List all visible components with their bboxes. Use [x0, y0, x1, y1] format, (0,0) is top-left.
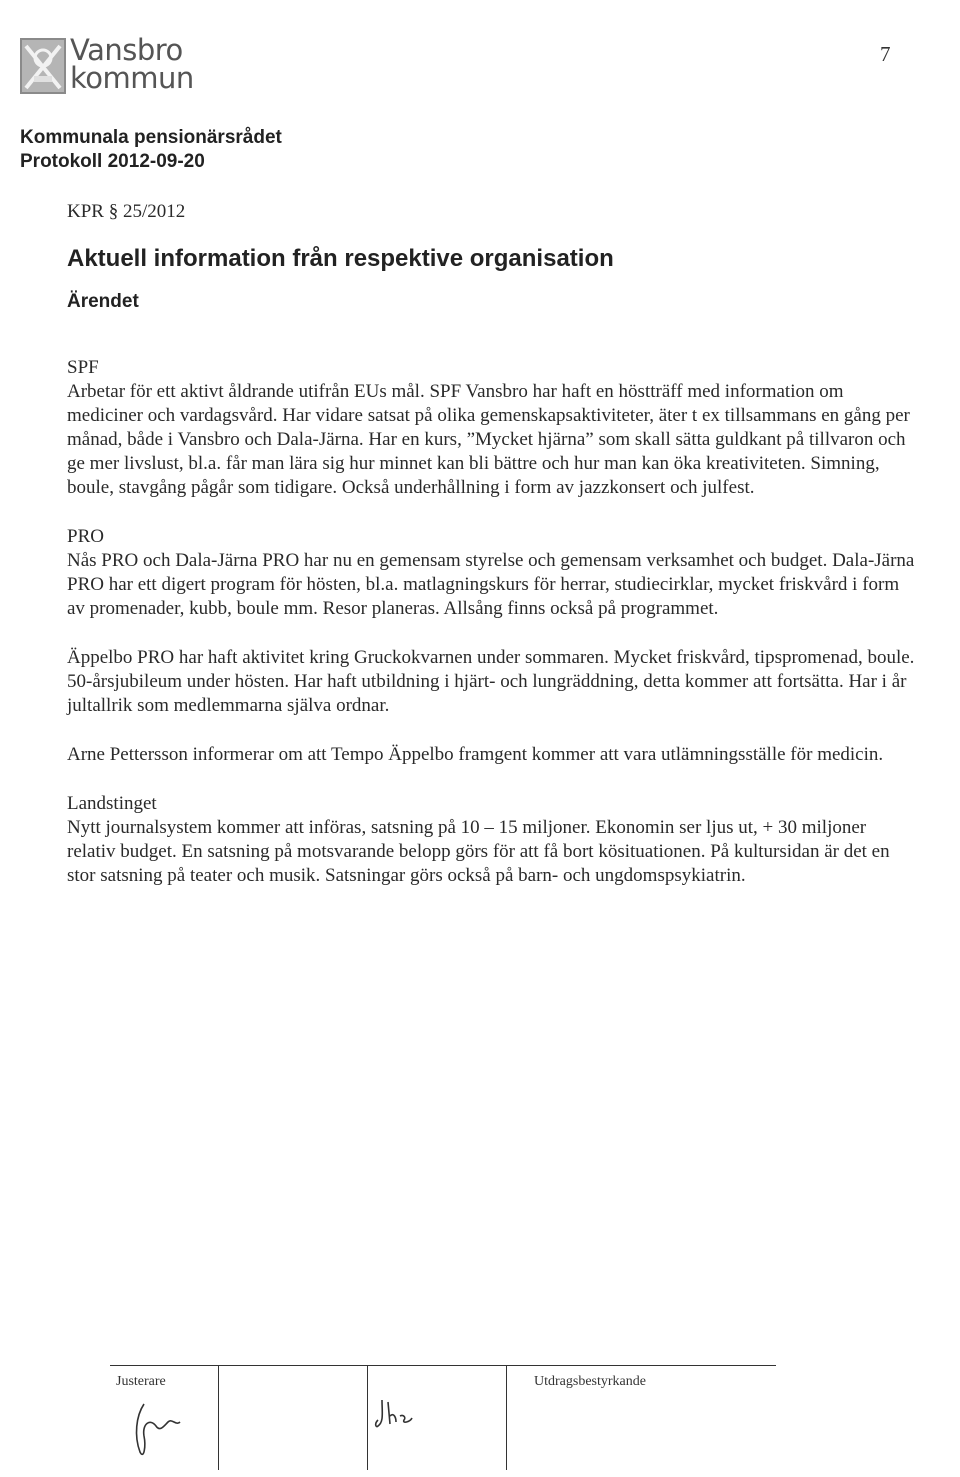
block-text: Äppelbo PRO har haft aktivitet kring Gruckokvarnen under sommaren. Mycket friskvård, tipspromenad, boule. 50-årsjubileum under hösten. Har haft utbildning i hjärt- och lungräddning, detta kommer att fortsätta. Har i år jultallrik som medlemmarna själva ordnar. — [67, 647, 915, 716]
protocol-date: Protokoll 2012-09-20 — [20, 151, 205, 172]
block-text: Nytt journalsystem kommer att införas, satsning på 10 – 15 miljoner. Ekonomin ser ljus ut, + 30 miljoner relativ budget. En satsning på motsvarande belopp görs för att få bort kösituationen. På kultursidan är det en stor satsning på teater och musik. Satsningar görs också på barn- och ungdomspsykiatrin. — [67, 817, 890, 886]
case-number: KPR § 25/2012 — [67, 201, 186, 222]
logo-line-1: Vansbro — [70, 33, 183, 67]
section-title: Aktuell information från respektive organisation — [67, 245, 614, 272]
block-text: Arne Pettersson informerar om att Tempo Äppelbo framgent kommer att vara utlämningsställe för medicin. — [67, 744, 884, 765]
organization-name: Kommunala pensionärsrådet — [20, 127, 282, 148]
signature-divider — [218, 1366, 219, 1470]
block-text: Nås PRO och Dala-Järna PRO har nu en gemensam styrelse och gemensam verksamhet och budget. Dala-Järna PRO har ett digert program för hösten, bl.a. matlagningskurs för herrar, studiecirklar, mycket friskvård i form av promenader, kubb, boule mm. Resor planeras. Allsång finns också på programmet. — [67, 550, 915, 619]
crest-icon — [20, 38, 66, 94]
pro-block — [67, 525, 917, 621]
logo-wordmark — [70, 33, 194, 95]
justerare-label: Justerare — [116, 1374, 166, 1389]
landstinget-block — [67, 792, 917, 888]
block-heading: Landstinget — [67, 793, 157, 814]
block-text: Arbetar för ett aktivt åldrande utifrån EUs mål. SPF Vansbro har haft en höstträff med information om mediciner och vardagsvård. Har vidare satsat på olika gemenskapsaktiviteter, äter t ex tillsammans en gång per månad, både i Vansbro och Dala-Järna. Har en kurs, ”Mycket hjärna” som skall sätta guldkant på tillvaron och ge mer livslust, bl.a. får man lära sig hur minnet kan bli bättre och hur man kan öka kreativiteten. Simning, boule, stavgång pågår som tidigare. Också underhållning i form av jazzkonsert och julfest. — [67, 381, 910, 498]
logo-line-2: kommun — [70, 61, 194, 95]
page-number: 7 — [880, 42, 891, 66]
signature-table — [110, 1365, 776, 1470]
signature-1 — [116, 1396, 206, 1466]
block-heading: PRO — [67, 526, 104, 547]
signature-divider — [367, 1366, 368, 1470]
signature-divider — [506, 1366, 507, 1470]
document-body — [67, 200, 917, 913]
municipality-logo — [20, 33, 210, 100]
signature-2 — [370, 1396, 430, 1436]
utdragsbestyrkande-label: Utdragsbestyrkande — [534, 1374, 646, 1389]
spf-block — [67, 356, 917, 500]
appelbo-pro-block — [67, 646, 917, 718]
block-heading: SPF — [67, 357, 99, 378]
medicine-pickup-block — [67, 743, 917, 767]
section-subtitle: Ärendet — [67, 291, 139, 312]
document-header — [20, 126, 282, 174]
